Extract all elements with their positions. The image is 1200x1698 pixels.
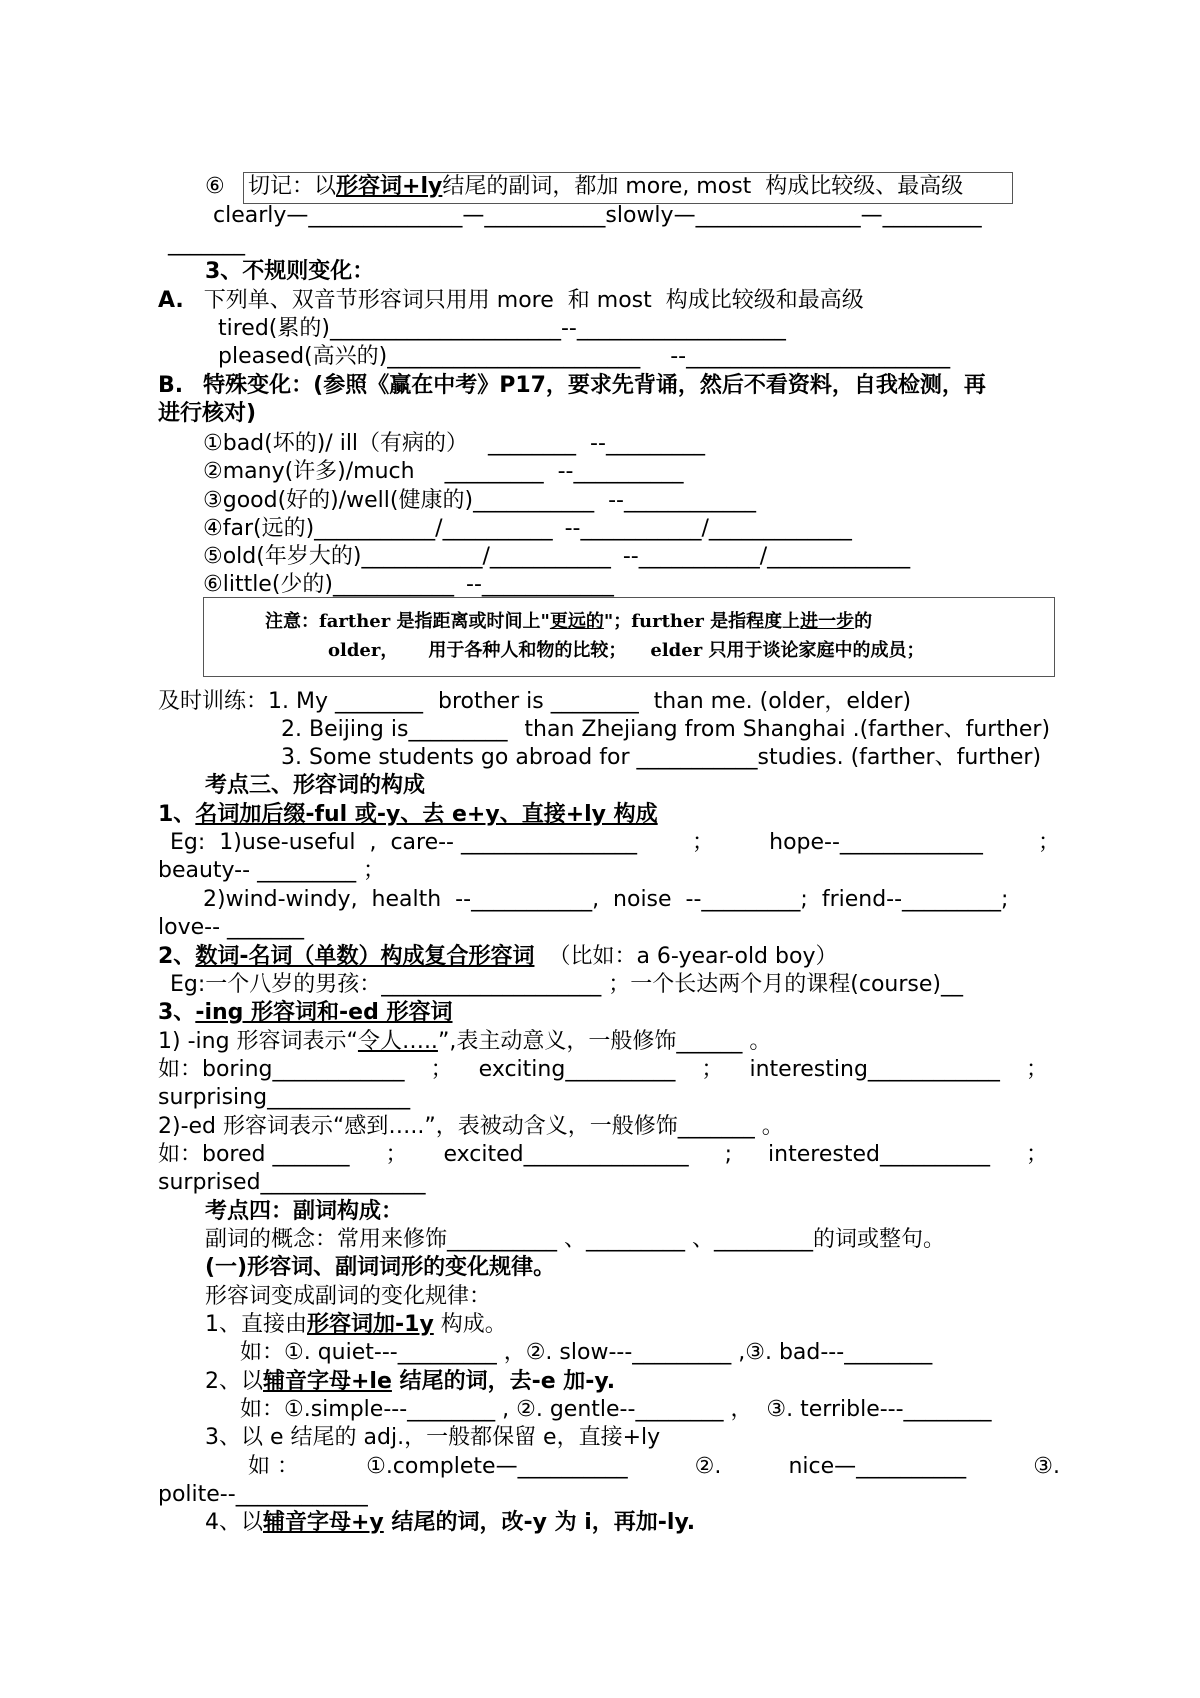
eg-line-2-cont: love-- _______ bbox=[158, 915, 304, 940]
rule-adv-3-examples: 如 ： ①.complete—__________ ②. nice—__________ ③. bbox=[248, 1454, 1060, 1479]
rule-adv-1-examples: 如：①. quiet---_________ ，②. slow---_________ ,③. bad---________ bbox=[240, 1340, 933, 1365]
ed-rule: 2)-ed 形容词表示“感到…..”，表被动含义，一般修饰_______ 。 bbox=[158, 1114, 784, 1139]
section-b-line: B. 特殊变化：(参照《赢在中考》P17，要求先背诵，然后不看资料，自我检测，再 bbox=[158, 373, 986, 398]
eg-line-1: Eg: 1)use-useful , care-- ________________ ； hope--_____________ ； bbox=[170, 830, 1060, 855]
section-irregular-title: 3、不规则变化： bbox=[205, 259, 375, 284]
rule-adv-4: 4、以辅音字母+y 结尾的词，改-y 为 i，再加-ly. bbox=[205, 1510, 696, 1535]
rule-3-title: 3、-ing 形容词和-ed 形容词 bbox=[158, 1000, 453, 1025]
eg-line-1-cont: beauty-- _________ ； bbox=[158, 858, 386, 883]
continuation-blank: _______ bbox=[168, 231, 245, 256]
practice-2: 2. Beijing is_________ than Zhejiang from Shanghai .(farther、further) bbox=[281, 717, 1051, 742]
pleased-line: pleased(高兴的)_______________________ --________________________ bbox=[218, 344, 951, 369]
many-line: ②many(许多)/much _________ --__________ bbox=[203, 459, 684, 484]
ing-examples-cont: surprising_____________ bbox=[158, 1085, 411, 1110]
ing-examples: 如：boring____________ ； exciting__________ ； interesting____________ ； bbox=[158, 1057, 1048, 1082]
little-line: ⑥little(少的)___________ --____________ bbox=[203, 572, 614, 597]
eg-line-2: 2)wind-windy, health --___________, noise --_________; friend--_________; bbox=[203, 887, 1009, 912]
rule-2-title: 2、数词-名词（单数）构成复合形容词 （比如：a 6-year-old boy） bbox=[158, 944, 838, 969]
good-line: ③good(好的)/well(健康的)___________ --____________ bbox=[203, 488, 756, 513]
rules-intro: 形容词变成副词的变化规律： bbox=[205, 1284, 492, 1309]
note-line-2: older， 用于各种人和物的比较； elder 只用于谈论家庭中的成员； bbox=[328, 640, 925, 661]
practice-3: 3. Some students go abroad for ___________studies. (farther、further) bbox=[281, 745, 1042, 770]
point-4-title: 考点四：副词构成： bbox=[205, 1199, 404, 1224]
section-a-line: A. 下列单、双音节形容词只用用 more 和 most 构成比较级和最高级 bbox=[158, 288, 864, 313]
section-b-continuation: 进行核对) bbox=[158, 401, 257, 426]
rule-adv-2: 2、以辅音字母+le 结尾的词，去-e 加-y. bbox=[205, 1369, 616, 1394]
tip-text: 切记：以形容词+ly结尾的副词，都加 more, most 构成比较级、最高级 bbox=[248, 174, 964, 199]
point-3-title: 考点三、形容词的构成 bbox=[205, 773, 426, 798]
rule-1-title: 1、名词加后缀-ful 或-y、去 e+y、直接+ly 构成 bbox=[158, 802, 658, 827]
ed-examples-cont: surprised_______________ bbox=[158, 1170, 426, 1195]
rules-title: (一)形容词、副词词形的变化规律。 bbox=[205, 1255, 556, 1280]
rule-2-example: Eg:一个八岁的男孩：____________________ ；一个长达两个月的课程(course)__ bbox=[170, 972, 963, 997]
clearly-slowly-line: clearly—______________—___________slowly—_______________—_________ bbox=[213, 203, 982, 228]
item-6-marker: ⑥ bbox=[205, 174, 225, 199]
old-line: ⑤old(年岁大的)___________/___________ --___________/_____________ bbox=[203, 544, 911, 569]
practice-1: 及时训练：1. My ________ brother is ________ than me. (older，elder) bbox=[158, 689, 912, 714]
rule-adv-3: 3、以 e 结尾的 adj.，一般都保留 e，直接+ly bbox=[205, 1425, 661, 1450]
note-line-1: 注意：farther 是指距离或时间上"更远的"；further 是指程度上进一步的 bbox=[265, 611, 873, 632]
tired-line: tired(累的)_____________________--___________________ bbox=[218, 316, 786, 341]
adverb-concept: 副词的概念：常用来修饰__________ 、_________ 、_________的词或整句。 bbox=[205, 1227, 946, 1252]
far-line: ④far(远的)___________/__________ --___________/_____________ bbox=[203, 516, 852, 541]
rule-adv-1: 1、直接由形容词加-1y 构成。 bbox=[205, 1312, 507, 1337]
bad-line: ①bad(坏的)/ ill（有病的） ________ --_________ bbox=[203, 431, 705, 456]
rule-adv-2-examples: 如：①.simple---________ , ②. gentle--________ ， ③. terrible---________ bbox=[240, 1397, 992, 1422]
rule-adv-3-cont: polite--____________ bbox=[158, 1482, 368, 1507]
ed-examples: 如：bored _______ ； excited_______________ ; interested__________ ； bbox=[158, 1142, 1048, 1167]
ing-rule: 1) -ing 形容词表示“令人…..”,表主动意义，一般修饰______ 。 bbox=[158, 1029, 772, 1054]
